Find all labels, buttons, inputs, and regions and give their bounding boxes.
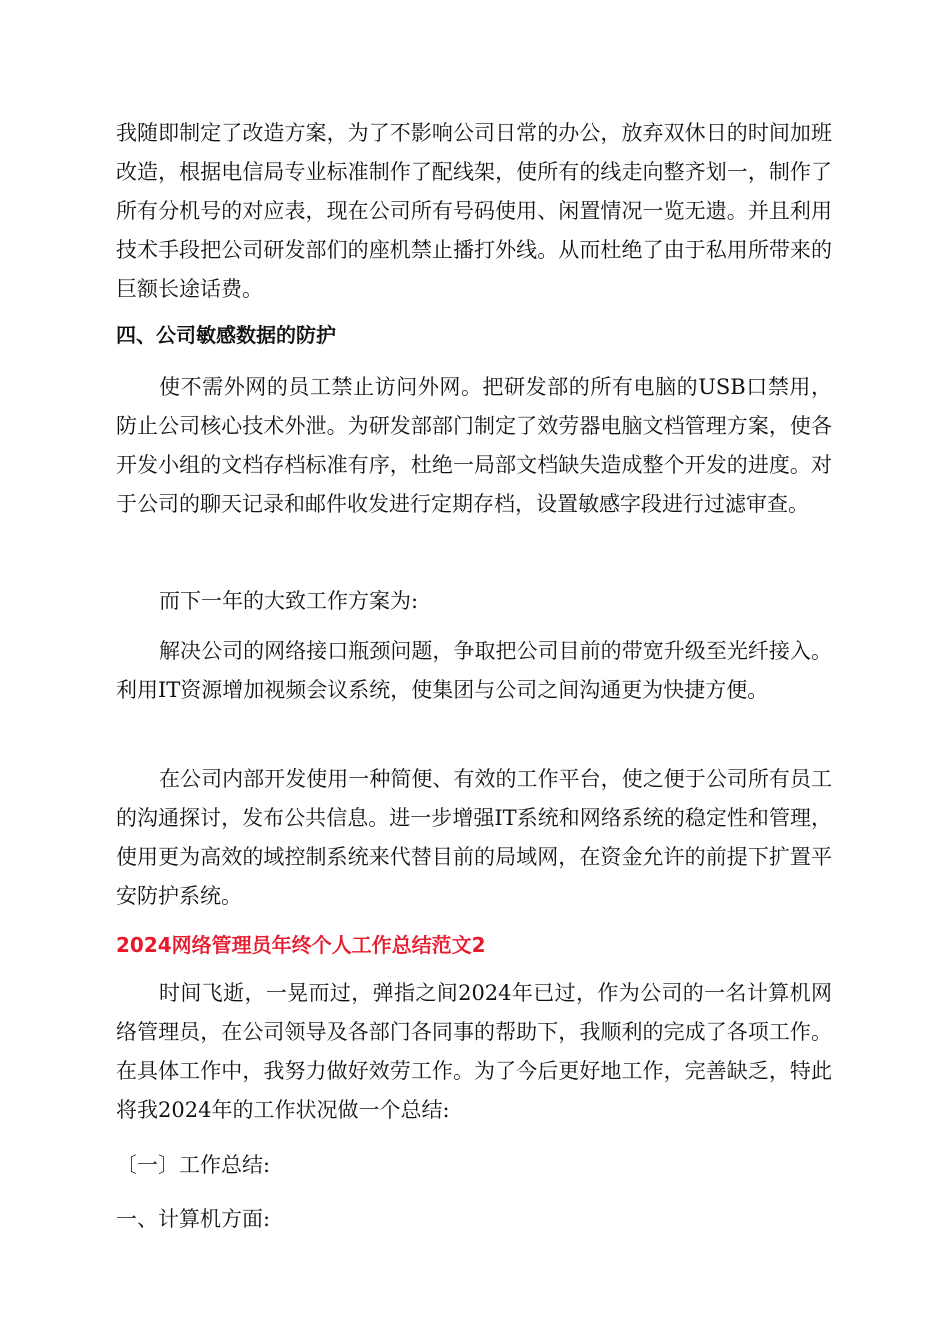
paragraph-year-summary-intro: 时间飞逝，一晃而过，弹指之间2024年已过，作为公司的一名计算机网络管理员，在公司领导及各部门各同事的帮助下，我顺利的完成了各项工作。在具体工作中，我努力做好效劳工作。为了今后更好地工作，完善缺乏，特此将我2024年的工作状况做一个总结: (116, 981, 832, 1122)
section-heading-sensitive-data: 四、公司敏感数据的防护 (116, 323, 336, 347)
subheading-work-summary: 〔一〕工作总结: (116, 1153, 271, 1177)
paragraph-network-renovation: 我随即制定了改造方案，为了不影响公司日常的办公，放弃双休日的时间加班改造，根据电信局专业标准制作了配线架，使所有的线走向整齐划一，制作了所有分机号的对应表，现在公司所有号码使用、闲置情况一览无遗。并且利用技术手段把公司研发部们的座机禁止播打外线。从而杜绝了由于私用所带来的巨额长途话费。 (116, 121, 832, 301)
paragraph-next-year-intro: 而下一年的大致工作方案为: (159, 589, 419, 613)
paragraph-network-bottleneck: 解决公司的网络接口瓶颈问题，争取把公司目前的带宽升级至光纤接入。利用IT资源增加视频会议系统，使集团与公司之间沟通更为快捷方便。 (116, 639, 832, 702)
paragraph-sensitive-data: 使不需外网的员工禁止访问外网。把研发部的所有电脑的USB口禁用，防止公司核心技术外泄。为研发部部门制定了效劳器电脑文档管理方案，使各开发小组的文档存档标准有序，杜绝一局部文档缺失造成整个开发的进度。对于公司的聊天记录和邮件收发进行定期存档，设置敏感字段进行过滤审查。 (116, 375, 832, 516)
paragraph-internal-platform: 在公司内部开发使用一种简便、有效的工作平台，使之便于公司所有员工的沟通探讨，发布公共信息。进一步增强IT系统和网络系统的稳定性和管理，使用更为高效的域控制系统来代替目前的局域网，在资金允许的前提下扩置平安防护系统。 (116, 767, 832, 908)
article-title-2: 2024网络管理员年终个人工作总结范文2 (116, 933, 486, 957)
subheading-computer: 一、计算机方面: (116, 1207, 271, 1231)
